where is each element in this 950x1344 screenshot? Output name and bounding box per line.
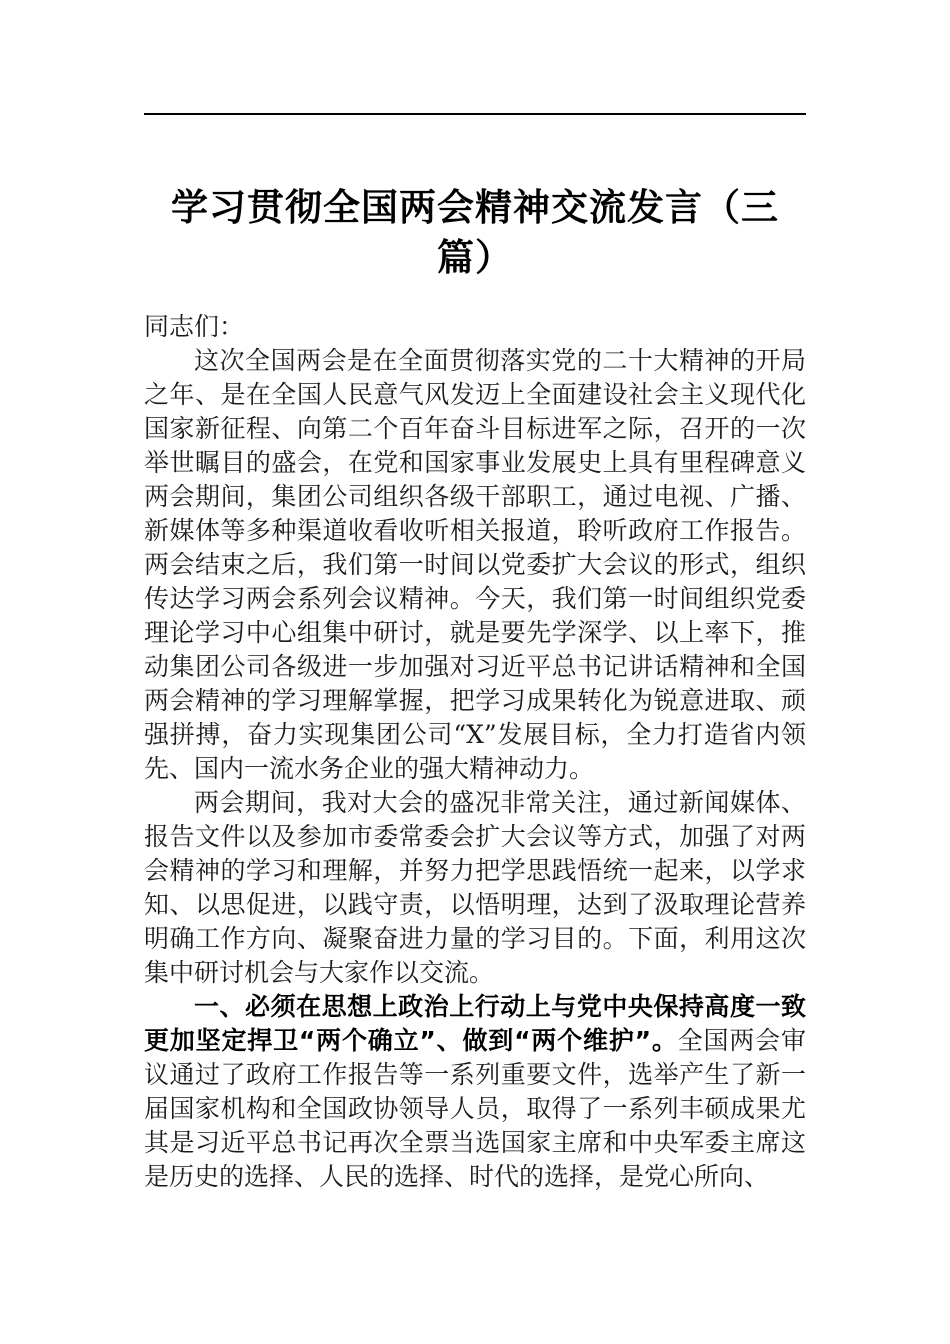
header-rule <box>144 113 806 115</box>
document-body <box>144 310 806 1194</box>
section-one-heading: 一、必须在思想上政治上行动上与党中央保持高度一致更加坚定捍卫“两个确立”、做到“两个维护”。 <box>144 992 806 1055</box>
section-one-paragraph <box>144 990 806 1194</box>
paragraph-intro: 这次全国两会是在全面贯彻落实党的二十大精神的开局之年、是在全国人民意气风发迈上全面建设社会主义现代化国家新征程、向第二个百年奋斗目标进军之际，召开的一次举世瞩目的盛会，在党和国家事业发展史上具有里程碑意义两会期间，集团公司组织各级干部职工，通过电视、广播、新媒体等多种渠道收看收听相关报道，聆听政府工作报告。两会结束之后，我们第一时间以党委扩大会议的形式，组织传达学习两会系列会议精神。今天，我们第一时间组织党委理论学习中心组集中研讨，就是要先学深学、以上率下，推动集团公司各级进一步加强对习近平总书记讲话精神和全国两会精神的学习理解掌握，把学习成果转化为锐意进取、顽强拼搏，奋力实现集团公司“X”发展目标，全力打造省内领先、国内一流水务企业的强大精神动力。 <box>144 346 806 783</box>
paragraph-two: 两会期间，我对大会的盛况非常关注，通过新闻媒体、报告文件以及参加市委常委会扩大会议等方式，加强了对两会精神的学习和理解，并努力把学思践悟统一起来，以学求知、以思促进，以践守责，以悟明理，达到了汲取理论营养明确工作方向、凝聚奋进力量的学习目的。下面，利用这次集中研讨机会与大家作以交流。 <box>144 788 806 987</box>
salutation: 同志们： <box>144 312 245 341</box>
section-one-text: 全国两会审议通过了政府工作报告等一系列重要文件，选举产生了新一届国家机构和全国政协领导人员，取得了一系列丰硕成果尤其是习近平总书记再次全票当选国家主席和中央军委主席这是历史的选择、人民的选择、时代的选择，是党心所向、 <box>144 1026 806 1191</box>
document-title: 学习贯彻全国两会精神交流发言（三篇） <box>171 185 779 279</box>
